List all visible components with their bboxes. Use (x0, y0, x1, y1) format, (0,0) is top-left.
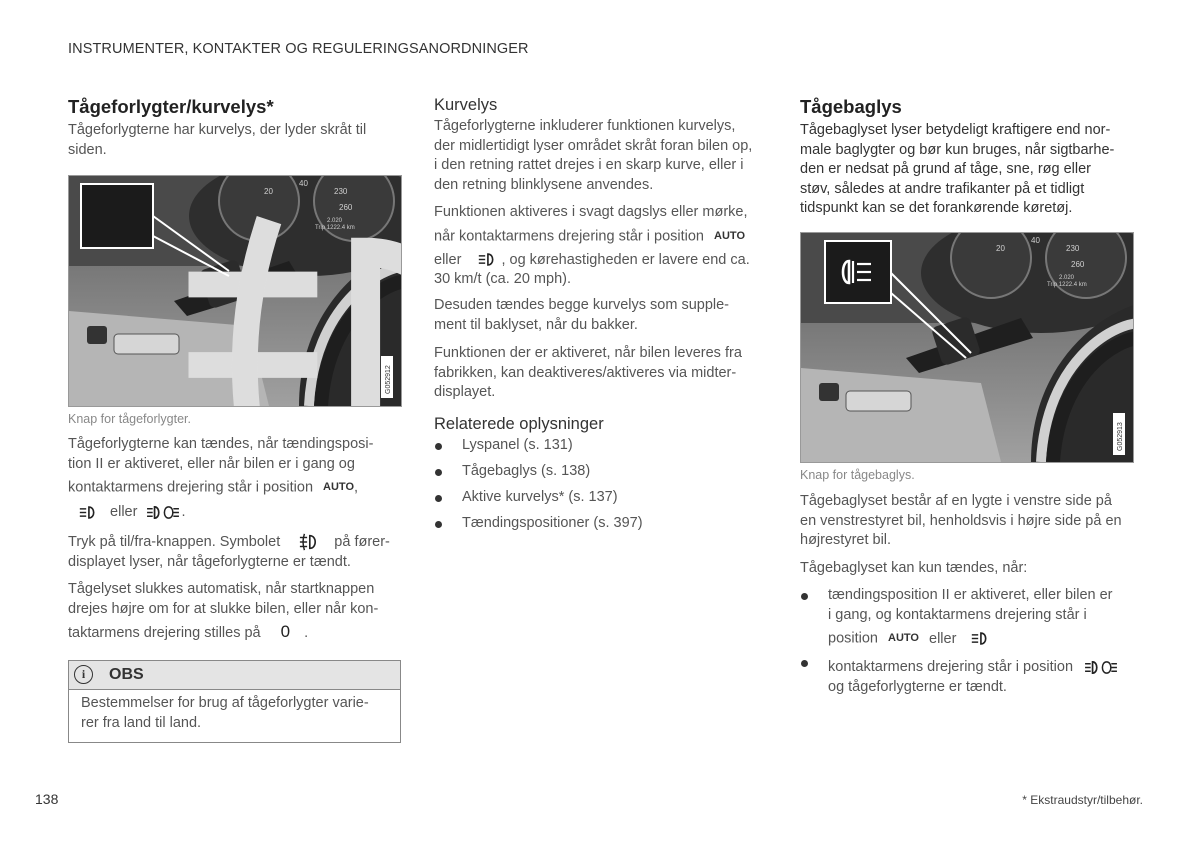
text-run: Tryk på til/fra-knappen. Symbolet (68, 534, 281, 550)
footnote: * Ekstraudstyr/tilbehør. (1022, 793, 1143, 807)
odometer: 2.020 (327, 218, 343, 224)
bullet (435, 521, 442, 528)
text-line: Funktionen der er aktiveret, når bilen leveres fra (434, 345, 742, 361)
obs-note-box (68, 660, 401, 743)
text-line: Funktionen aktiveres i svagt dagslys eller mørke, (434, 204, 748, 220)
text-line (828, 658, 1119, 678)
col1-paragraph-2 (68, 533, 390, 572)
text-run: kontaktarmens drejering står i position (828, 659, 1074, 675)
related-link-taagebaglys[interactable]: Tågebaglys (s. 138) (462, 463, 591, 479)
text-run: taktarmens drejering stilles på (68, 625, 261, 641)
col2-paragraph-2 (434, 203, 750, 290)
text-run: eller (110, 504, 138, 521)
gauge-label-right2: 260 (339, 203, 353, 212)
text-run: . (304, 625, 309, 641)
front-fog-light-icon (298, 533, 318, 551)
condition-list (800, 586, 1140, 706)
info-icon: i (74, 665, 93, 684)
text-line: i den retning rattet drejes i en skarp kurve, eller i (434, 157, 744, 173)
text-line: rer fra land til land. (81, 714, 202, 731)
text-line: tændingsposition II er aktiveret, eller bilen er (828, 587, 1113, 603)
text-line (434, 251, 750, 271)
text-line: displayet lyser, når tågeforlygterne er tændt. (68, 553, 351, 570)
text-line: fabrikken, kan deaktiveres/aktiveres via midter- (434, 364, 737, 381)
text-line: Tågeforlygterne har kurvelys, der lyder skråt til (68, 122, 367, 138)
text-line: støv, således at andre trafikanter på et tidligt (800, 180, 1085, 197)
text-run: . (181, 504, 186, 521)
condition-item-2 (828, 658, 1119, 697)
low-beam-icon (477, 252, 497, 267)
text-run: position (828, 630, 878, 647)
text-run: når kontaktarmens drejering står i position (434, 228, 704, 245)
bullet (801, 593, 808, 600)
text-line: Tågelyset slukkes automatisk, når startknappen (68, 581, 375, 597)
related-links-list (434, 436, 764, 536)
gauge-label-right: 230 (1066, 244, 1080, 253)
gauge-label-mid: 40 (299, 179, 308, 188)
auto-symbol: AUTO (323, 481, 355, 493)
text-line: 30 km/t (ca. 20 mph). (434, 271, 571, 288)
low-beam-icon (970, 631, 990, 646)
col2-paragraph-3 (434, 296, 729, 335)
gauge-label-left: 20 (264, 187, 273, 196)
text-line: tidspunkt kan se det forankørende køretøj. (800, 200, 1073, 216)
text-line: Tågebaglyset lyser betydeligt kraftigere end nor- (800, 122, 1111, 138)
text-line: højrestyret bil. (800, 532, 892, 548)
rear-fog-switch-photo (800, 232, 1134, 463)
front-fog-switch-photo (68, 175, 402, 407)
col1-paragraph-1 (68, 435, 373, 523)
bullet (435, 443, 442, 450)
figure-caption: Knap for tågeforlygter. (68, 412, 191, 426)
bullet (435, 469, 442, 476)
running-header: INSTRUMENTER, KONTAKTER OG REGULERINGSANORDNINGER (68, 41, 529, 57)
text-line: Tågeforlygterne kan tændes, når tændingsposi- (68, 436, 374, 452)
condition-item-1 (828, 586, 1113, 649)
text-line (68, 622, 378, 644)
position-zero-symbol: 0 (280, 622, 291, 641)
text-line: den retning blinklysene anvendes. (434, 176, 654, 193)
col3-paragraph-1 (800, 492, 1122, 551)
text-line: der midlertidigt lyser området skråt foran bilen op, (434, 137, 753, 154)
text-line: displayet. (434, 384, 496, 400)
section-title-cornering-light: Kurvelys (434, 96, 498, 114)
related-link-lyspanel[interactable]: Lyspanel (s. 131) (462, 437, 573, 453)
page-number: 138 (35, 791, 59, 807)
text-line: male baglygter og bør kun bruges, når sigtbarhe- (800, 141, 1115, 158)
text-run: eller (929, 630, 957, 647)
trip-meter: Trip 1222.4 km (315, 225, 355, 231)
section-title-rear-fog: Tågebaglys (800, 96, 902, 117)
text-line (68, 503, 373, 523)
text-line: og tågeforlygterne er tændt. (828, 678, 1007, 695)
trip-meter: Trip 1222.4 km (1047, 282, 1087, 288)
gauge-label-mid: 40 (1031, 236, 1040, 245)
low-beam-icon (78, 505, 98, 520)
text-run: , (354, 479, 359, 496)
text-line (828, 629, 1113, 649)
low-beam-fog-icon (145, 505, 181, 520)
section-title-fog-lights: Tågeforlygter/kurvelys* (68, 96, 274, 117)
text-line: siden. (68, 141, 107, 158)
col1-paragraph-3 (68, 580, 378, 644)
obs-header (69, 661, 400, 690)
odometer: 2.020 (1059, 275, 1075, 281)
auto-symbol: AUTO (888, 632, 919, 644)
text-line (68, 533, 390, 553)
col3-intro (800, 121, 1114, 219)
text-line: drejes højre om for at slukke bilen, eller når kon- (68, 600, 379, 617)
bullet (435, 495, 442, 502)
gauge-label-right2: 260 (1071, 260, 1085, 269)
text-line: Tågebaglyset består af en lygte i venstre side på (800, 493, 1112, 509)
col2-paragraph-4 (434, 344, 742, 403)
gauge-label-right: 230 (334, 187, 348, 196)
text-line: Desuden tændes begge kurvelys som supple- (434, 297, 729, 313)
text-line: Bestemmelser for brug af tågeforlygter varie- (81, 695, 369, 711)
text-line: en venstrestyret bil, henholdsvis i højre side på en (800, 512, 1122, 529)
text-run: eller (434, 251, 462, 268)
related-link-aktive-kurvelys[interactable]: Aktive kurvelys* (s. 137) (462, 489, 618, 505)
text-line: den er nedsat på grund af tåge, sne, røg eller (800, 161, 1091, 177)
text-line: i gang, og kontaktarmens drejering står i (828, 606, 1087, 623)
obs-text (69, 690, 400, 733)
related-link-taendingspositioner[interactable]: Tændingspositioner (s. 397) (462, 515, 643, 531)
text-line: Tågeforlygterne inkluderer funktionen kurvelys, (434, 118, 736, 134)
text-line: ment til baklyset, når du bakker. (434, 316, 638, 333)
gauge-label-left: 20 (996, 244, 1005, 253)
text-run: , og kørehastigheden er lavere end ca. (501, 251, 750, 268)
col3-paragraph-2: Tågebaglyset kan kun tændes, når: (800, 560, 1028, 576)
image-code: G052913 (1117, 422, 1124, 451)
obs-title: OBS (109, 666, 144, 683)
related-info-title: Relaterede oplysninger (434, 415, 604, 433)
dashboard-illustration (69, 176, 401, 406)
dashboard-illustration (801, 233, 1133, 462)
text-line: tion II er aktiveret, eller når bilen er i gang og (68, 455, 355, 472)
image-code: G052912 (385, 365, 392, 394)
figure-caption: Knap for tågebaglys. (800, 468, 915, 482)
text-line (68, 478, 373, 498)
text-line (434, 227, 750, 247)
col1-intro (68, 121, 366, 160)
text-run: kontaktarmens drejering står i position (68, 479, 314, 496)
bullet (801, 660, 808, 667)
col2-paragraph-1 (434, 117, 752, 195)
auto-symbol: AUTO (714, 229, 745, 242)
low-beam-fog-icon (1083, 660, 1119, 675)
text-run: på fører- (334, 534, 390, 550)
